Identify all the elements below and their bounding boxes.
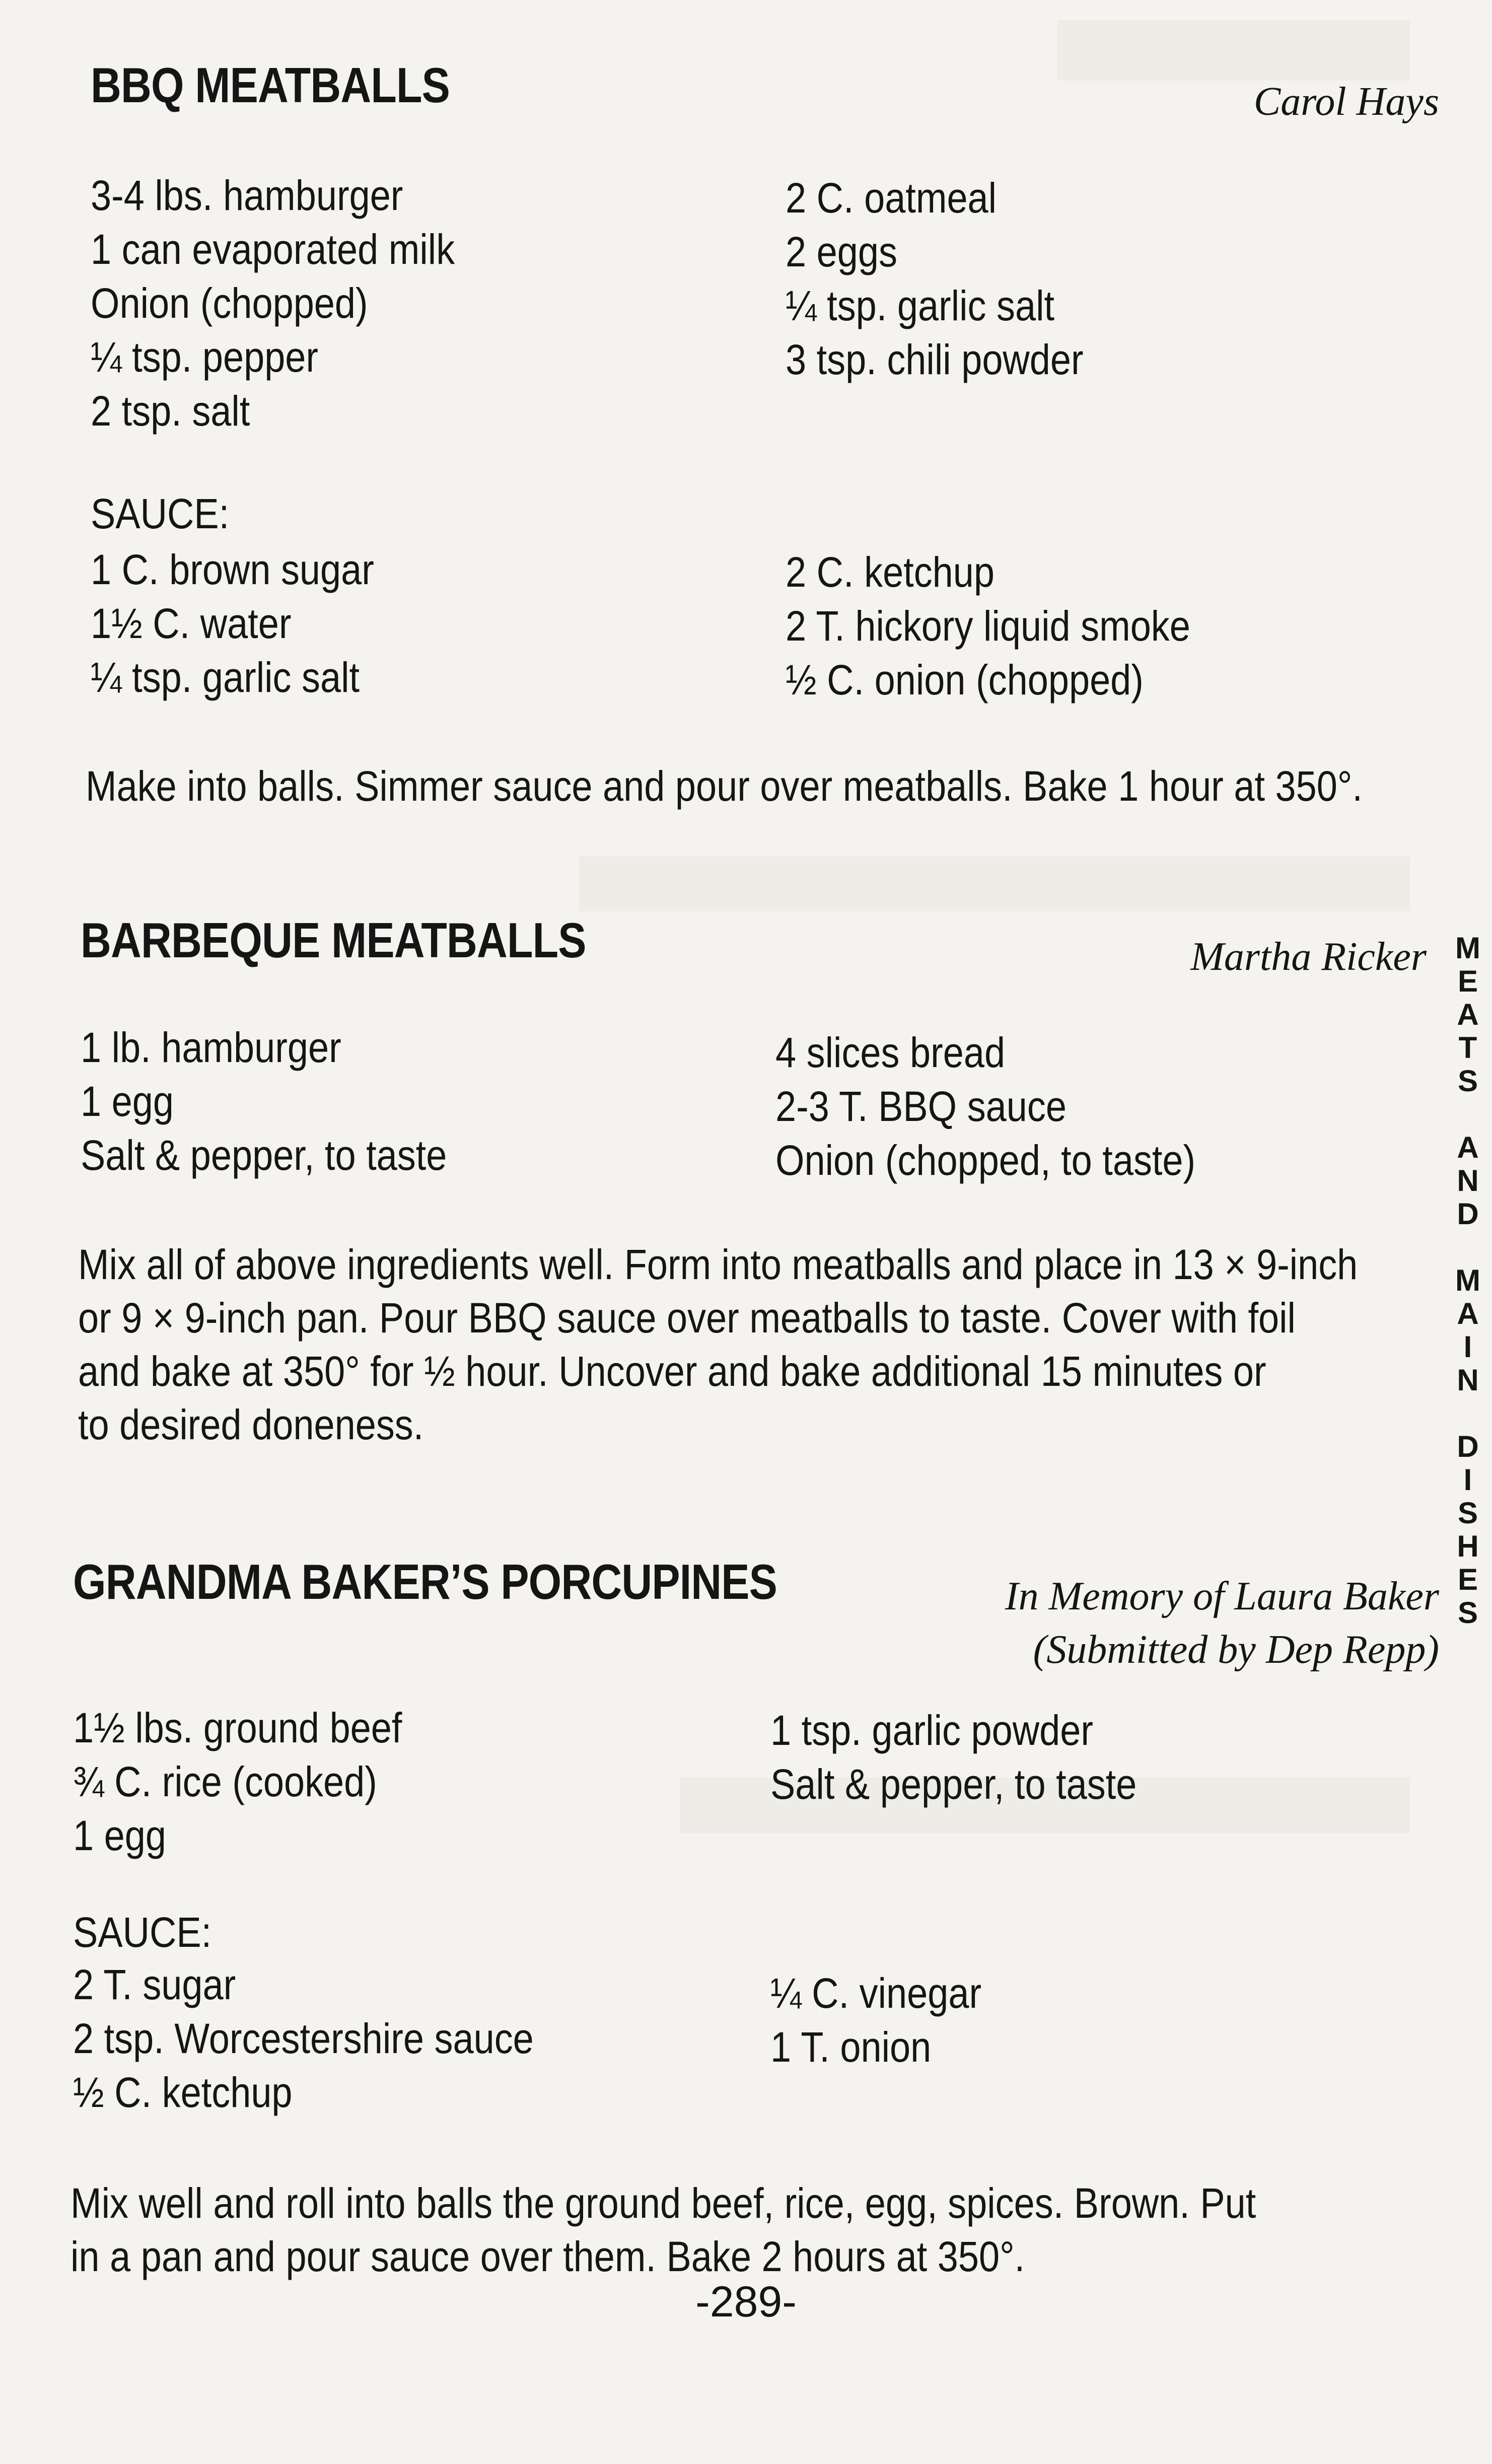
- ingredient: Onion (chopped): [91, 279, 368, 327]
- ingredient: Salt & pepper, to taste: [81, 1132, 447, 1179]
- sauce-list-right: [786, 545, 1190, 707]
- ingredient-list-left: [91, 169, 455, 438]
- section-tab-letter: E: [1457, 964, 1478, 998]
- sauce-list-left: [91, 543, 374, 705]
- recipe-directions: [86, 759, 1363, 813]
- ingredient: 2-3 T. BBQ sauce: [775, 1083, 1067, 1130]
- section-tab-letter: M: [1455, 1263, 1480, 1297]
- ingredient: 1 tsp. garlic powder: [770, 1707, 1093, 1754]
- section-tab-letter: S: [1457, 1496, 1478, 1530]
- author-dedication: In Memory of Laura Baker: [1005, 1574, 1439, 1618]
- ingredient: 1½ lbs. ground beef: [73, 1704, 402, 1751]
- ingredient-list-right: [770, 1704, 1136, 1811]
- bleed-through-shadow: [1057, 20, 1410, 81]
- recipe-title: BBQ MEATBALLS: [91, 57, 450, 113]
- recipe-author: Martha Ricker: [1190, 935, 1427, 979]
- ingredient: 1 egg: [81, 1078, 174, 1125]
- directions-line: or 9 × 9-inch pan. Pour BBQ sauce over meatballs to taste. Cover with foil: [78, 1294, 1296, 1342]
- section-tab-letter: A: [1457, 998, 1479, 1031]
- ingredient: ¼ tsp. garlic salt: [786, 282, 1055, 329]
- page-number: -289-: [695, 2278, 797, 2326]
- ingredient-list-left: [81, 1021, 447, 1182]
- recipe-directions: [78, 1238, 1358, 1451]
- sauce-label: SAUCE:: [91, 490, 230, 537]
- sauce-ingredient: 2 C. ketchup: [786, 548, 995, 596]
- directions-line: Mix all of above ingredients well. Form into meatballs and place in 13 × 9-inch: [78, 1241, 1358, 1288]
- ingredient: Onion (chopped, to taste): [775, 1137, 1196, 1184]
- sauce-ingredient: ½ C. onion (chopped): [786, 656, 1144, 703]
- section-tab-letter: S: [1457, 1064, 1478, 1098]
- ingredient: 3-4 lbs. hamburger: [91, 172, 403, 219]
- ingredient: ¾ C. rice (cooked): [73, 1758, 377, 1805]
- ingredient-list-left: [73, 1701, 402, 1863]
- section-tab-letter: M: [1455, 931, 1480, 965]
- bleed-through-shadow: [579, 856, 1410, 911]
- section-tab-letter: D: [1457, 1197, 1479, 1231]
- sauce-ingredient: 2 tsp. Worcestershire sauce: [73, 2015, 534, 2062]
- directions-line: in a pan and pour sauce over them. Bake 2 hours at 350°.: [70, 2233, 1025, 2280]
- recipe-title: GRANDMA BAKER’S PORCUPINES: [73, 1554, 777, 1609]
- section-tab: [1448, 932, 1488, 1630]
- ingredient: 1 egg: [73, 1812, 166, 1859]
- ingredient: 4 slices bread: [775, 1029, 1006, 1076]
- directions-line: and bake at 350° for ½ hour. Uncover and bake additional 15 minutes or: [78, 1348, 1266, 1395]
- sauce-ingredient: ½ C. ketchup: [73, 2069, 293, 2116]
- ingredient: 2 tsp. salt: [91, 387, 250, 435]
- sauce-ingredient: 1½ C. water: [91, 600, 292, 647]
- section-tab-letter: N: [1457, 1164, 1479, 1198]
- ingredient-list-right: [786, 171, 1084, 387]
- ingredient: 3 tsp. chili powder: [786, 336, 1084, 383]
- section-tab-letter: N: [1457, 1363, 1479, 1397]
- sauce-ingredient: 1 C. brown sugar: [91, 546, 374, 593]
- section-tab-letter: T: [1458, 1031, 1477, 1065]
- section-tab-letter: I: [1463, 1330, 1472, 1364]
- section-tab-letter: S: [1457, 1596, 1478, 1630]
- sauce-ingredient: 2 T. hickory liquid smoke: [786, 602, 1190, 650]
- ingredient: Salt & pepper, to taste: [770, 1761, 1137, 1808]
- author-submitter: (Submitted by Dep Repp): [1033, 1627, 1439, 1672]
- section-tab-letter: I: [1463, 1463, 1472, 1497]
- sauce-label: SAUCE:: [73, 1909, 212, 1956]
- sauce-ingredient: ¼ tsp. garlic salt: [91, 654, 360, 701]
- directions-line: Make into balls. Simmer sauce and pour over meatballs. Bake 1 hour at 350°.: [86, 762, 1363, 810]
- directions-line: Mix well and roll into balls the ground beef, rice, egg, spices. Brown. Put: [70, 2179, 1256, 2227]
- directions-line: to desired doneness.: [78, 1401, 424, 1448]
- ingredient-list-right: [775, 1026, 1195, 1187]
- sauce-ingredient: ¼ C. vinegar: [770, 1969, 982, 2017]
- section-tab-gap: [1448, 1397, 1488, 1430]
- ingredient: 1 lb. hamburger: [81, 1024, 341, 1071]
- recipe-author: [1005, 1570, 1439, 1676]
- recipe-title: BARBEQUE MEATBALLS: [81, 912, 586, 968]
- ingredient: 1 can evaporated milk: [91, 226, 455, 273]
- ingredient: 2 eggs: [786, 228, 897, 275]
- sauce-ingredient: 1 T. onion: [770, 2023, 932, 2071]
- recipe-directions: [70, 2176, 1256, 2283]
- section-tab-gap: [1448, 1231, 1488, 1264]
- ingredient: ¼ tsp. pepper: [91, 333, 319, 381]
- ingredient: 2 C. oatmeal: [786, 174, 997, 222]
- recipe-author: Carol Hays: [1253, 80, 1439, 124]
- sauce-list-right: [770, 1966, 981, 2074]
- section-tab-letter: A: [1457, 1297, 1479, 1330]
- sauce-ingredient: 2 T. sugar: [73, 1961, 236, 2008]
- section-tab-letter: H: [1457, 1529, 1479, 1563]
- sauce-list-left: [73, 1958, 534, 2120]
- section-tab-letter: A: [1457, 1131, 1479, 1164]
- section-tab-gap: [1448, 1098, 1488, 1131]
- section-tab-letter: E: [1457, 1563, 1478, 1596]
- section-tab-letter: D: [1457, 1430, 1479, 1463]
